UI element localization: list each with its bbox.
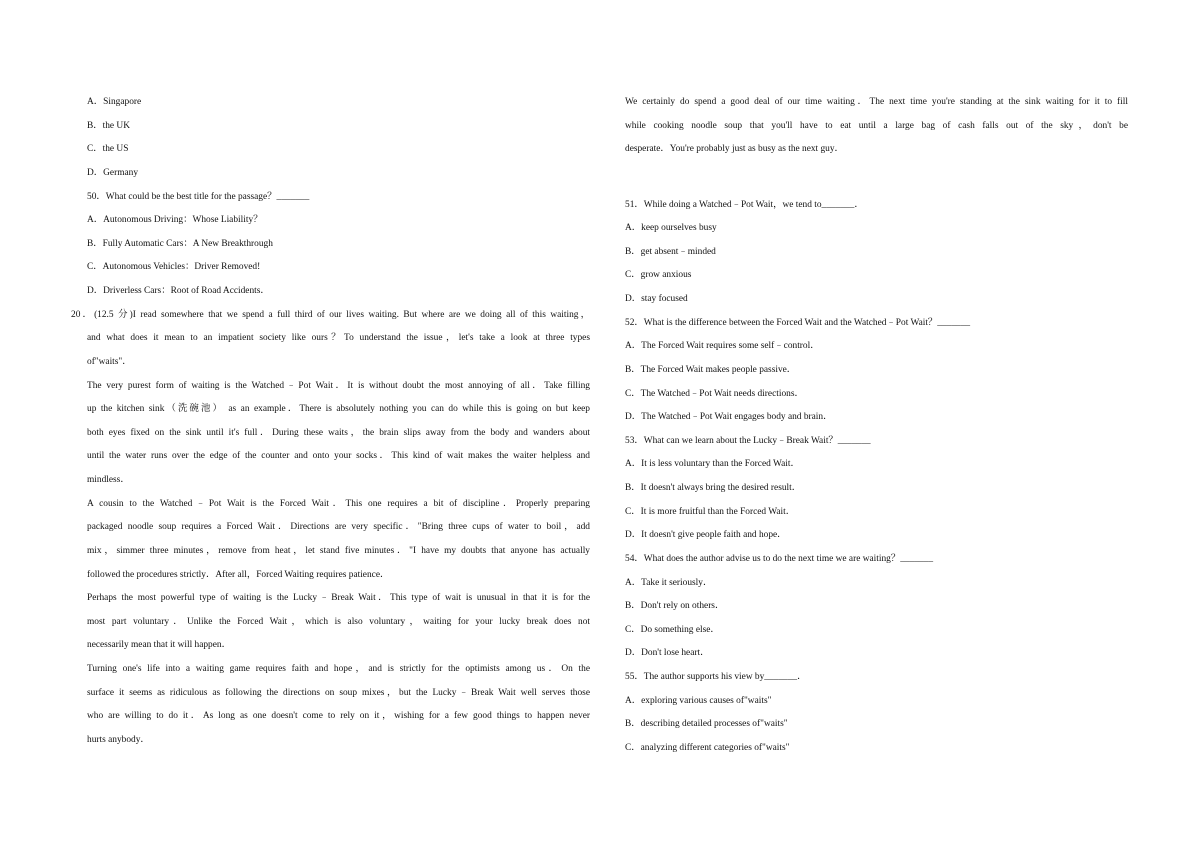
passage-line-4: The very purest form of waiting is the Watched﹣Pot Wait．It is without doubt the most annoying of all．Take filling <box>87 381 590 391</box>
question-54: 54．What does the author advise us to do the next time we are waiting？_______ <box>625 554 934 564</box>
option-55c: C．analyzing different categories of"waits" <box>625 743 790 753</box>
option-52d: D．The Watched﹣Pot Wait engages body and brain． <box>625 412 833 422</box>
option-50c: C．Autonomous Vehicles：Driver Removed! <box>87 262 261 272</box>
question-55: 55．The author supports his view by_______． <box>625 672 807 682</box>
passage-line-12: followed the procedures strictly．After all，Forced Waiting requires patience． <box>87 570 390 580</box>
option-49a: A．Singapore <box>87 97 142 107</box>
question-53: 53．What can we learn about the Lucky﹣Break Wait？_______ <box>625 436 871 446</box>
option-55b: B．describing detailed processes of"waits" <box>625 719 788 729</box>
option-54b: B．Don't rely on others． <box>625 601 725 611</box>
passage-line-7: until the water runs over the edge of the counter and onto your socks．This kind of wait makes the waiter helpless and <box>87 451 590 461</box>
passage-line-17: surface it seems as ridiculous as following the directions on soup mixes，but the Lucky﹣Break Wait well serves those <box>87 688 590 698</box>
question-50: 50．What could be the best title for the passage？_______ <box>87 192 310 202</box>
passage-line-6: both eyes fixed on the sink until it's full．During these waits，the brain slips away from the body and wanders about <box>87 428 590 438</box>
passage-line-14: most part voluntary．Unlike the Forced Wait，which is also voluntary，waiting for your lucky break does not <box>87 617 590 627</box>
question-52: 52．What is the difference between the Forced Wait and the Watched﹣Pot Wait？_______ <box>625 318 971 328</box>
passage-line-18: who are willing to do it．As long as one doesn't come to rely on it，wishing for a few good things to happen never <box>87 711 590 721</box>
passage-line-20: We certainly do spend a good deal of our time waiting．The next time you're standing at the sink waiting for it to fill <box>625 97 1128 107</box>
passage-line-2: and what does it mean to an impatient society like ours？To understand the issue，let's take a look at three types <box>87 333 590 343</box>
passage-line-9: A cousin to the Watched﹣Pot Wait is the Forced Wait．This one requires a bit of discipline．Properly preparing <box>87 499 590 509</box>
option-50d: D．Driverless Cars：Root of Road Accidents． <box>87 286 270 296</box>
option-51a: A．keep ourselves busy <box>625 223 717 233</box>
passage-line-19: hurts anybody． <box>87 735 150 745</box>
option-53a: A．It is less voluntary than the Forced Wait． <box>625 459 800 469</box>
passage-line-11: mix，simmer three minutes，remove from heat，let stand five minutes．"I have my doubts that anyone has actually <box>87 546 590 556</box>
question-51: 51．While doing a Watched﹣Pot Wait，we tend to_______． <box>625 200 864 210</box>
passage-line-13: Perhaps the most powerful type of waiting is the Lucky﹣Break Wait．This type of wait is unusual in that it is for the <box>87 593 590 603</box>
option-51d: D．stay focused <box>625 294 688 304</box>
passage-line-22: desperate．You're probably just as busy as the next guy． <box>625 144 844 154</box>
option-52b: B．The Forced Wait makes people passive． <box>625 365 797 375</box>
option-53b: B．It doesn't always bring the desired result． <box>625 483 802 493</box>
passage-line-8: mindless． <box>87 475 130 485</box>
passage-line-21: while cooking noodle soup that you'll have to eat until a large bag of cash falls out of the sky，don't be <box>625 121 1128 131</box>
option-50b: B．Fully Automatic Cars：A New Breakthrough <box>87 239 273 249</box>
option-53d: D．It doesn't give people faith and hope． <box>625 530 787 540</box>
option-49d: D．Germany <box>87 168 139 178</box>
passage-line-15: necessarily mean that it will happen． <box>87 640 231 650</box>
option-54d: D．Don't lose heart． <box>625 648 710 658</box>
option-49b: B．the UK <box>87 121 130 131</box>
passage-20-line-1: 20．(12.5 分)I read somewhere that we spend a full third of our lives waiting. But where are we doing all of this waiting， <box>71 310 590 320</box>
option-52a: A．The Forced Wait requires some self﹣control． <box>625 341 820 351</box>
option-53c: C．It is more fruitful than the Forced Wait． <box>625 507 796 517</box>
passage-line-16: Turning one's life into a waiting game requires faith and hope，and is strictly for the optimists among us．On the <box>87 664 590 674</box>
option-54c: C．Do something else． <box>625 625 720 635</box>
option-49c: C．the US <box>87 144 129 154</box>
option-51c: C．grow anxious <box>625 270 692 280</box>
passage-line-5: up the kitchen sink（洗碗池） as an example．There is absolutely nothing you can do while this is going on but keep <box>87 404 590 414</box>
option-54a: A．Take it seriously． <box>625 578 713 588</box>
option-51b: B．get absent﹣minded <box>625 247 716 257</box>
option-55a: A．exploring various causes of"waits" <box>625 696 772 706</box>
passage-line-3: of"waits"． <box>87 357 132 367</box>
option-50a: A．Autonomous Driving：Whose Liability？ <box>87 215 263 225</box>
option-52c: C．The Watched﹣Pot Wait needs directions． <box>625 389 804 399</box>
passage-line-10: packaged noodle soup requires a Forced Wait．Directions are very specific．"Bring three cups of water to boil，add <box>87 522 590 532</box>
